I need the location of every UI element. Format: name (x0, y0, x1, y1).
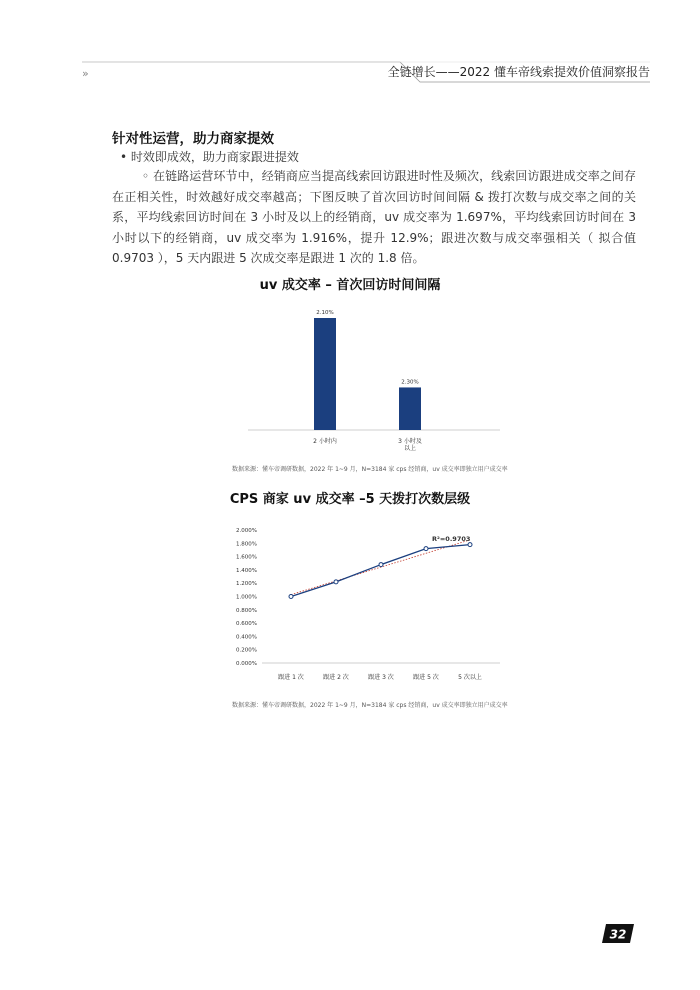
chart1-title: uv 成交率 – 首次回访时间间隔 (259, 278, 441, 293)
chart2-source: 数据来源：懂车帝调研数据，2022 年 1~9 月，N=3184 家 cps 经销商，uv 成交率即独立用户成交率 (232, 702, 508, 709)
header-title: 全链增长——2022 懂车帝线索提效价值洞察报告 (387, 65, 650, 79)
trendline (291, 540, 470, 595)
y-tick-label-6: 1.000% (236, 594, 257, 601)
y-tick-label-2: 0.200% (236, 647, 257, 654)
y-tick-label-8: 1.400% (236, 567, 257, 574)
page-number-badge (602, 924, 634, 943)
data-point-3 (379, 563, 383, 567)
x-tick-label-1: 2 小时内 (313, 438, 337, 445)
x-tick-label-5: 5 次以上 (458, 674, 482, 681)
data-point-1 (289, 595, 293, 599)
section-bullet: • 时效即成效，助力商家跟进提效 (120, 150, 299, 164)
x-tick-label-1: 跟进 1 次 (278, 674, 304, 681)
chevron-icon: » (82, 67, 87, 80)
y-tick-label-10: 1.800% (236, 541, 257, 548)
section-paragraph: ◦ 在链路运营环节中，经销商应当提高线索回访跟进时性及频次，线索回访跟进成交率之间存在正相关性，时效越好成交率越高；下图反映了首次回访时间间隔 & 拨打次数与成交率之间的关系，平均线索回访时间在 3 小时及以上的经销商，uv 成交率为 1.697%，平均线索回访时间在 3 小时以下的经销商，uv 成交率为 1.916%，提升 12.9%；跟进次数与成交率强相关（ 拟合值 0.9703 ），5 天内跟进 5 次成交率是跟进 1 次的 1.8 倍。 (112, 169, 636, 265)
x-tick-label-3: 跟进 3 次 (368, 674, 394, 681)
series-line (291, 545, 470, 597)
y-tick-label-1: 0.000% (236, 661, 257, 667)
chart2-title: CPS 商家 uv 成交率 –5 天拨打次数层级 (229, 492, 471, 507)
x-tick-label-2: 跟进 2 次 (323, 674, 349, 681)
data-label-2: 2.30% (401, 379, 419, 386)
x-tick-label-4: 跟进 5 次 (413, 674, 439, 681)
bar-chart (0, 300, 700, 480)
y-tick-label-5: 0.800% (236, 607, 257, 614)
page-number: 32 (609, 927, 627, 942)
data-point-2 (334, 580, 338, 584)
line-chart (0, 518, 700, 698)
x-tick-label-2-line2: 以上 (403, 445, 417, 452)
y-tick-label-11: 2.000% (236, 528, 257, 534)
y-tick-label-4: 0.600% (236, 621, 257, 628)
x-tick-label-2: 3 小时及 (398, 438, 422, 445)
data-point-4 (424, 547, 428, 551)
y-tick-label-7: 1.200% (236, 581, 257, 588)
bar-2 (399, 387, 421, 430)
bar-1 (314, 318, 336, 430)
chart1-source: 数据来源：懂车帝调研数据，2022 年 1~9 月，N=3184 家 cps 经销商，uv 成交率即独立用户成交率 (232, 466, 508, 473)
r-squared-annotation: R²=0.9703 (432, 535, 471, 543)
data-label-1: 2.10% (316, 310, 334, 316)
page-header (0, 0, 700, 90)
section-title: 针对性运营，助力商家提效 (112, 131, 274, 147)
data-point-5 (468, 543, 472, 547)
y-tick-label-9: 1.600% (236, 554, 257, 561)
y-tick-label-3: 0.400% (236, 634, 257, 641)
